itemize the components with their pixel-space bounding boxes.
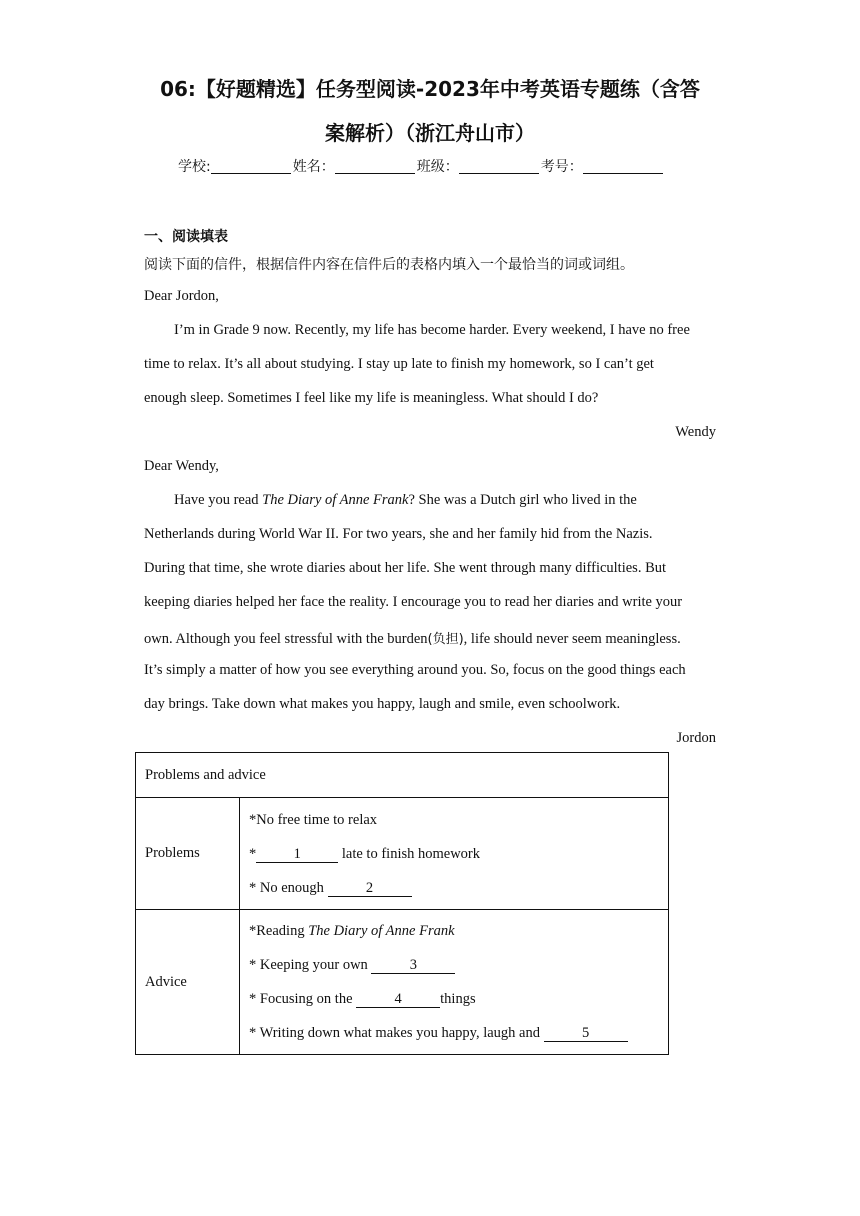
name-label: 姓名：: [292, 159, 335, 175]
advice-item: [249, 1016, 659, 1050]
letter1-line: enough sleep. Sometimes I feel like my life is meaningless. What should I do?: [144, 390, 599, 406]
letter1-signature: Wendy: [675, 424, 716, 440]
letter2-line: keeping diaries helped her face the reality. I encourage you to read her diaries and write your: [144, 594, 683, 610]
exam-number-label: 考号：: [540, 159, 583, 175]
book-title: The Diary of Anne Frank: [262, 492, 409, 508]
advice-item: [249, 948, 659, 982]
advice-text: things: [440, 991, 476, 1007]
advice-label: Advice: [136, 910, 240, 1055]
letter2-greeting: Dear Wendy,: [144, 458, 219, 474]
letter2-signature: Jordon: [676, 730, 716, 746]
class-blank[interactable]: [459, 159, 539, 174]
advice-item: [249, 914, 659, 948]
problems-cell: [240, 798, 669, 910]
table-header: Problems and advice: [136, 753, 669, 798]
table-header-row: [136, 753, 669, 798]
problem-text: late to finish homework: [338, 845, 481, 862]
class-label: 班级：: [416, 159, 459, 175]
answer-blank-5[interactable]: 5: [544, 1025, 628, 1042]
problem-text: *: [249, 845, 257, 862]
problems-label: Problems: [136, 798, 240, 910]
letter2-line: Netherlands during World War II. For two years, she and her family hid from the Nazis.: [144, 526, 653, 542]
letter2-line: [174, 492, 637, 509]
letter2-line: During that time, she wrote diaries about her life. She went through many difficulties. But: [144, 560, 667, 576]
letter2-text: ? She was a Dutch girl who lived in the: [408, 492, 637, 508]
section-instruction: 阅读下面的信件，根据信件内容在信件后的表格内填入一个最恰当的词或词组。: [144, 257, 634, 273]
letter2-line: [144, 628, 681, 648]
school-blank[interactable]: [211, 159, 291, 174]
problems-advice-table: [135, 752, 669, 1055]
name-blank[interactable]: [335, 159, 415, 174]
letter1-greeting: Dear Jordon,: [144, 288, 219, 304]
section-heading: 一、阅读填表: [144, 229, 228, 245]
advice-cell: [240, 910, 669, 1055]
problem-item: *No free time to relax: [249, 811, 378, 828]
answer-blank-4[interactable]: 4: [356, 991, 440, 1008]
table-row-problems: [136, 798, 669, 910]
exam-number-blank[interactable]: [583, 159, 663, 174]
problem-item: [249, 871, 659, 905]
letter2-line: day brings. Take down what makes you happy, laugh and smile, even schoolwork.: [144, 696, 621, 712]
letter1-line: time to relax. It’s all about studying. I stay up late to finish my homework, so I can’t get: [144, 356, 654, 372]
answer-blank-1[interactable]: 1: [256, 846, 338, 863]
advice-item: [249, 982, 659, 1016]
problem-item: [249, 837, 659, 871]
letter2-text: , life should never seem meaningless.: [463, 631, 681, 647]
answer-blank-2[interactable]: 2: [328, 880, 412, 897]
letter1-line: I’m in Grade 9 now. Recently, my life has become harder. Every weekend, I have no free: [174, 322, 690, 338]
advice-text: * Keeping your own: [249, 957, 372, 973]
answer-blank-3[interactable]: 3: [371, 957, 455, 974]
letter2-text: own. Although you feel stressful with the burden: [144, 631, 428, 647]
page-title-line1: 06:【好题精选】任务型阅读-2023年中考英语专题练（含答: [160, 77, 700, 101]
student-info-row: [178, 156, 665, 176]
book-title: The Diary of Anne Frank: [308, 923, 455, 939]
chinese-gloss: (负担): [427, 632, 464, 647]
advice-text: * Writing down what makes you happy, laugh and: [249, 1025, 544, 1041]
letter2-text: Have you read: [174, 492, 263, 508]
letter2-line: It’s simply a matter of how you see everything around you. So, focus on the good things each: [144, 662, 686, 678]
problem-text: * No enough: [249, 879, 328, 896]
advice-text: *Reading: [249, 923, 309, 939]
table-row-advice: [136, 910, 669, 1055]
advice-text: * Focusing on the: [249, 991, 357, 1007]
page-title-line2: 案解析）（浙江舟山市）: [325, 121, 535, 145]
school-label: 学校:: [178, 159, 211, 175]
